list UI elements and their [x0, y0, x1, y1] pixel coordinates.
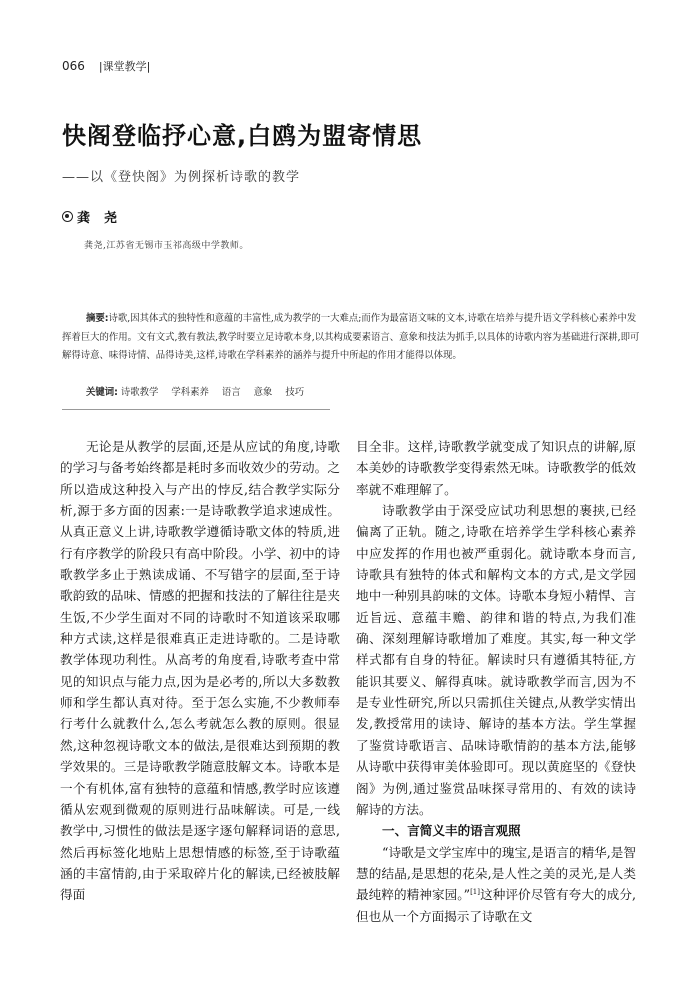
- keyword: 意象: [253, 387, 273, 398]
- body-paragraph: 无论是从教学的层面,还是从应试的角度,诗歌的学习与备考始终都是耗时多而收效少的劳动。之所以造成这种投入与产出的悖反,结合教学实际分析,源于多方面的因素:一是诗歌教学追求速成性。从真正意义上讲,诗歌教学遵循诗歌文体的特质,进行有序教学的阶段只有高中阶段。小学、初中的诗歌教学多止于熟读成诵、不写错字的层面,至于诗歌韵致的品味、情感的把握和技法的了解往往是夹生饭,不少学生面对不同的诗歌时不知道该采取哪种方式读,这样是很难真正走进诗歌的。二是诗歌教学体现功利性。从高考的角度看,诗歌考查中常见的知识点与能力点,因为是必考的,所以大多数教师和学生都认真对待。至于怎么实施,不少教师奉行考什么就教什么,怎么考就怎么教的原则。很显然,这种忽视诗歌文本的做法,是很难达到预期的教学效果的。三是诗歌教学随意肢解文本。诗歌本是一个有机体,富有独特的意蕴和情感,教学时应该遵循从宏观到微观的原则进行品味解读。可是,一线教学中,习惯性的做法是逐字逐句解释词语的意思,然后再标签化地贴上思想情感的标签,至于诗歌蕴涵的丰富情韵,由于采取碎片化的解读,已经被肢解得面: [60, 439, 340, 903]
- keyword: 技巧: [285, 387, 305, 398]
- body-column-right: [356, 436, 636, 927]
- author-affiliation: 龚尧,江苏省无锡市玉祁高级中学教师。: [84, 241, 249, 251]
- article-subtitle: ——以《登快阁》为例探析诗歌的教学: [62, 170, 301, 185]
- body-paragraph: [356, 842, 636, 927]
- quote-followup: 这种评价尽管有夸大的成分,但也从一个方面揭示了诗歌在文: [356, 887, 636, 924]
- author-mark-icon: [62, 211, 73, 222]
- abstract-divider: [62, 409, 330, 410]
- column-name: |课堂教学|: [98, 60, 151, 73]
- keyword: 学科素养: [171, 387, 209, 398]
- abstract-label: 摘要:: [86, 313, 109, 324]
- section-heading: 一、言简义丰的语言观照: [382, 823, 521, 839]
- keywords: [86, 384, 314, 398]
- running-header: [62, 58, 150, 74]
- reference-marker: [1]: [470, 888, 480, 897]
- abstract-text: 诗歌,因其体式的独特性和意蕴的丰富性,成为教学的一大难点;而作为最富语文味的文本,诗歌在培养与提升语文学科核心素养中发挥着巨大的作用。文有文式,教有教法,教学时要立足诗歌本身,以其构成要素语言、意象和技法为抓手,以具体的诗歌内容为基础进行深耕,即可解得诗意、味得诗情、品得诗美,这样,诗歌在学科素养的涵养与提升中所起的作用才能得以体现。: [62, 313, 640, 361]
- author-name: 龚尧: [77, 211, 132, 226]
- body-paragraph-continued: 目全非。这样,诗歌教学就变成了知识点的讲解,原本美妙的诗歌教学变得索然无味。诗歌教学的低效率就不难理解了。: [356, 439, 636, 497]
- quote-text: “诗歌是文学宝库中的瑰宝,是语言的精华,是智慧的结晶,是思想的花朵,是人性之美的灵光,是人类最纯粹的精神家园。”: [356, 844, 636, 903]
- keyword: 语言: [221, 387, 241, 398]
- article-title: 快阁登临抒心意,白鸥为盟寄情思: [62, 122, 423, 150]
- body-paragraph: 诗歌教学由于深受应试功利思想的裹挟,已经偏离了正轨。随之,诗歌在培养学生学科核心素养中应发挥的作用也被严重弱化。就诗歌本身而言,诗歌具有独特的体式和解构文本的方式,是文学园地中一种别具韵味的文体。诗歌本身短小精悍、言近旨远、意蕴丰赡、韵律和谐的特点,为我们准确、深刻理解诗歌增加了难度。其实,每一种文学样式都有自身的特征。解读时只有遵循其特征,方能识其要义、解得真味。就诗歌教学而言,因为不是专业性研究,所以只需抓住关键点,从教学实情出发,教授常用的读诗、解诗的基本方法。学生掌握了鉴赏诗歌语言、品味诗歌情韵的基本方法,能够从诗歌中获得审美体验即可。现以黄庭坚的《登快阁》为例,通过鉴赏品味探寻常用的、有效的读诗解诗的方法。: [356, 503, 636, 817]
- abstract: [62, 310, 640, 366]
- body-column-left: [60, 436, 340, 906]
- author-line: [62, 207, 131, 226]
- keywords-label: 关键词:: [86, 387, 118, 398]
- page-number: 066: [62, 59, 85, 73]
- keyword: 诗歌教学: [120, 387, 159, 398]
